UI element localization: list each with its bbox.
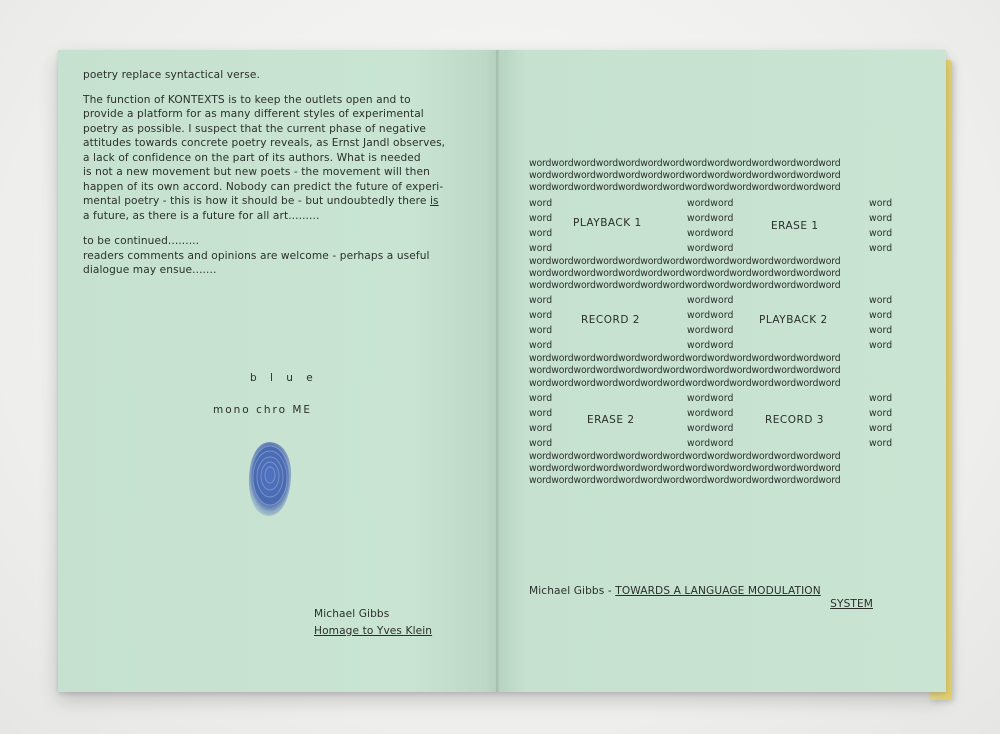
grid-block	[529, 390, 893, 451]
centre-word: wordword	[687, 242, 734, 254]
closing-line: to be continued.........	[83, 235, 200, 247]
word-row: wordwordwordwordwordwordwordwordwordwordwordwordwordword	[529, 365, 841, 377]
right-credit	[529, 585, 929, 611]
paragraph-line-with-underline	[83, 194, 483, 209]
paragraph-line: poetry as possible. I suspect that the current phase of negative	[83, 122, 427, 135]
word-row: wordwordwordwordwordwordwordwordwordwordwordwordwordword	[529, 267, 841, 279]
paragraph-line: is not a new movement but new poets - the movement will then	[83, 166, 430, 178]
edge-word: word	[529, 295, 553, 307]
poem-word-blue: b l u e	[250, 372, 318, 384]
left-credit	[314, 606, 432, 640]
edge-word: word	[529, 392, 553, 404]
edge-word: word	[529, 407, 553, 419]
paragraph-line: The function of KONTEXTS is to keep the outlets open and to	[83, 93, 411, 106]
edge-word: word	[529, 325, 553, 337]
open-booklet	[58, 50, 946, 692]
word-row: wordwordwordwordwordwordwordwordwordwordwordwordwordword	[529, 377, 841, 389]
word-grid-poem	[529, 158, 893, 487]
word-row: wordwordwordwordwordwordwordwordwordwordwordwordwordword	[529, 353, 841, 365]
credit-author: Michael Gibbs	[529, 585, 605, 597]
paragraph-line: happen of its own accord. Nobody can predict the future of experi-	[83, 180, 444, 193]
poem-word-monochrome: mono chro ME	[213, 404, 313, 416]
edge-word: word	[869, 242, 893, 254]
centre-word: wordword	[687, 325, 734, 337]
paragraph-line: a future, as there is a future for all art.........	[83, 209, 320, 222]
credit-author: Michael Gibbs	[314, 608, 390, 620]
edge-word: word	[529, 227, 553, 239]
centre-word: wordword	[687, 212, 734, 224]
paragraph-line: attitudes towards concrete poetry reveals, as Ernst Jandl observes,	[83, 137, 446, 149]
right-page	[499, 50, 946, 692]
blue-thumbprint-image	[245, 439, 295, 519]
credit-title: Homage to Yves Klein	[314, 625, 433, 637]
word-row: wordwordwordwordwordwordwordwordwordwordwordwordwordword	[529, 475, 841, 487]
block-label-left: RECORD 2	[581, 314, 640, 327]
centre-word: wordword	[687, 227, 734, 239]
credit-dash: -	[607, 585, 612, 597]
intro-line: poetry replace syntactical verse.	[83, 69, 260, 81]
word-row: wordwordwordwordwordwordwordwordwordwordwordwordwordword	[529, 279, 841, 291]
edge-word: word	[869, 295, 893, 307]
edge-word: word	[529, 437, 553, 449]
centre-word: wordword	[687, 407, 734, 419]
closing-line: readers comments and opinions are welcome - perhaps a useful	[83, 249, 430, 262]
block-label-right: ERASE 1	[771, 219, 819, 232]
centre-word: wordword	[687, 340, 734, 352]
edge-word: word	[529, 310, 553, 322]
edge-word: word	[869, 422, 893, 434]
centre-word: wordword	[687, 295, 734, 307]
edge-word: word	[529, 197, 553, 209]
grid-block	[529, 195, 893, 256]
kontexts-paragraph	[83, 93, 483, 224]
word-row: wordwordwordwordwordwordwordwordwordwordwordwordwordword	[529, 462, 841, 474]
word-row: wordwordwordwordwordwordwordwordwordwordwordwordwordword	[529, 450, 841, 462]
block-label-right: RECORD 3	[765, 413, 824, 426]
block-label-right: PLAYBACK 2	[759, 314, 828, 327]
word-row: wordwordwordwordwordwordwordwordwordwordwordwordwordword	[529, 182, 841, 194]
centre-word: wordword	[687, 422, 734, 434]
left-page-text	[83, 68, 483, 289]
centre-word: wordword	[687, 310, 734, 322]
edge-word: word	[869, 392, 893, 404]
grid-block	[529, 292, 893, 353]
underlined-word: is	[429, 195, 439, 207]
edge-word: word	[869, 197, 893, 209]
paragraph-line: mental poetry - this is how it should be - but undoubtedly there	[83, 195, 430, 207]
edge-word: word	[529, 212, 553, 224]
closing-line: dialogue may ensue.......	[83, 264, 217, 276]
centre-word: wordword	[687, 197, 734, 209]
left-page	[58, 50, 499, 692]
credit-title-continued: SYSTEM	[830, 598, 873, 610]
centre-word: wordword	[687, 392, 734, 404]
paragraph-line: provide a platform for as many different styles of experimental	[83, 108, 424, 120]
block-label-left: PLAYBACK 1	[573, 216, 642, 229]
edge-word: word	[869, 325, 893, 337]
edge-word: word	[869, 340, 893, 352]
block-label-left: ERASE 2	[587, 413, 635, 426]
edge-word: word	[529, 340, 553, 352]
edge-word: word	[869, 310, 893, 322]
word-row: wordwordwordwordwordwordwordwordwordwordwordwordwordword	[529, 255, 841, 267]
word-row: wordwordwordwordwordwordwordwordwordwordwordwordwordword	[529, 170, 841, 182]
centre-word: wordword	[687, 437, 734, 449]
closing-paragraph	[83, 234, 483, 278]
edge-word: word	[869, 437, 893, 449]
credit-title: TOWARDS A LANGUAGE MODULATION	[615, 585, 821, 597]
edge-word: word	[869, 212, 893, 224]
word-row: wordwordwordwordwordwordwordwordwordwordwordwordwordword	[529, 158, 841, 169]
edge-word: word	[529, 422, 553, 434]
edge-word: word	[869, 227, 893, 239]
paragraph-line: a lack of confidence on the part of its authors. What is needed	[83, 151, 421, 164]
edge-word: word	[529, 242, 553, 254]
edge-word: word	[869, 407, 893, 419]
